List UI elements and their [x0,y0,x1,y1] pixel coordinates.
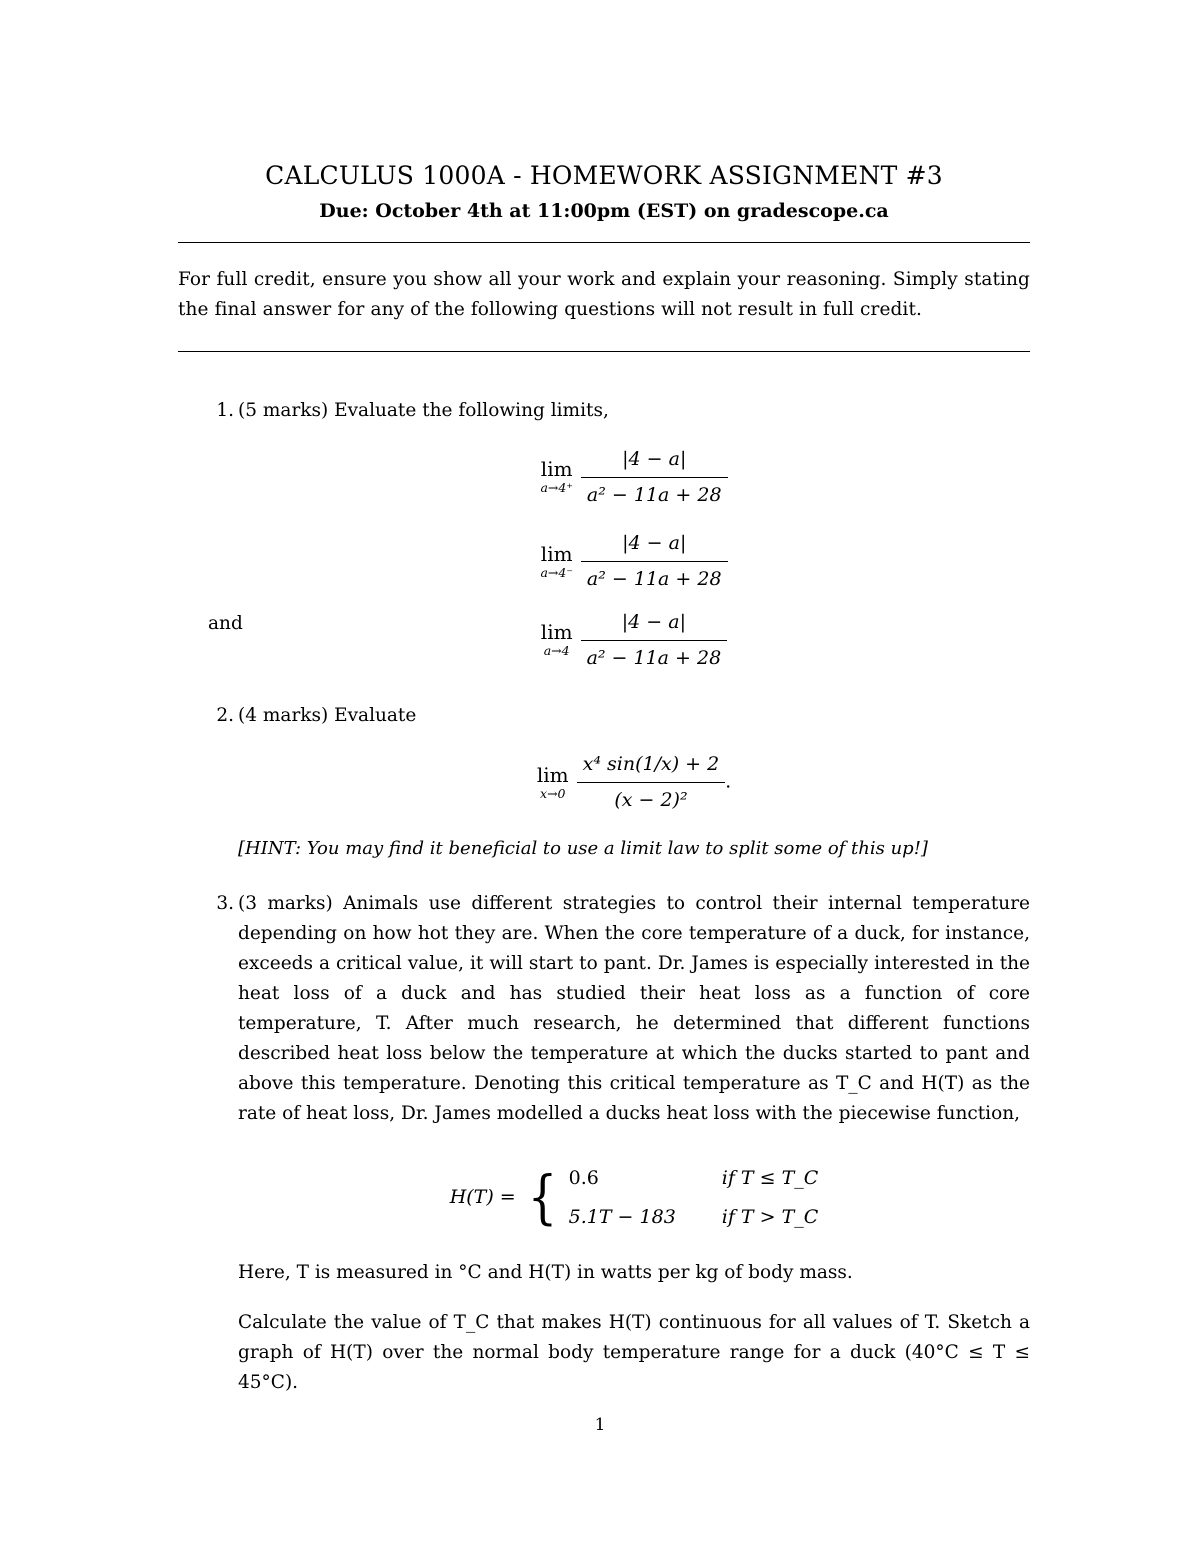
limit-op-label: lim [540,541,573,566]
limit-op-label: lim [540,620,573,645]
fraction [581,528,728,595]
fraction [581,444,728,511]
piecewise-lhs: H(T) = [449,1186,516,1209]
limit-expression-1a [238,444,1030,511]
intro-divider [178,351,1030,352]
fraction-numerator: x⁴ sin(1/x) + 2 [577,749,726,783]
document-content [178,160,1030,1420]
fraction-denominator: (x − 2)² [614,789,688,812]
limit-operator [536,762,569,801]
limit-expression-1b [238,528,1030,595]
fraction-denominator: a² − 11a + 28 [586,483,722,506]
problem-text-1: (5 marks) Evaluate the following limits, [238,399,609,421]
problem-item-2 [178,701,1030,863]
limit-sub-label: a→4 [543,643,570,659]
problem-3-note: Here, T is measured in °C and H(T) in watts per kg of body mass. [238,1262,853,1284]
trailing-punctuation: . [725,771,732,793]
limit-op-label: lim [536,762,569,787]
problem-text-3: (3 marks) Animals use different strategies to control their internal temperature depending on how hot they are. When the core temperature of a duck, for instance, exceeds a critical value, it will start to pant. Dr. James is especially interested in the heat loss of a duck and has studied their heat loss as a function of core temperature, T. After much research, he determined that different functions described heat loss below the temperature at which the ducks started to pant and above this temperature. Denoting this critical temperature as T_C and H(T) as the rate of heat loss, Dr. James modelled a ducks heat loss with the piecewise function, [238,893,1030,1124]
fraction-numerator: |4 − a| [581,444,728,478]
piecewise-expression: 0.6 [568,1166,599,1189]
fraction-numerator: |4 − a| [581,607,728,641]
fraction-denominator: a² − 11a + 28 [586,568,722,591]
limit-sub-label: a→4⁻ [540,564,573,580]
document-subtitle: Due: October 4th at 11:00pm (EST) on gradescope.ca [319,200,889,223]
problem-item-1 [178,396,1030,674]
page-number: 1 [594,1415,606,1435]
limit-expression-1c [238,607,1030,674]
piecewise-row [569,1198,819,1237]
limit-op-label: lim [540,457,573,482]
fraction [581,607,728,674]
fraction-denominator: a² − 11a + 28 [586,646,722,669]
problem-number-2: 2. [216,705,234,727]
piecewise-row [569,1159,819,1198]
piecewise-condition: if T ≤ T_C [721,1166,819,1189]
piecewise-expression: 5.1T − 183 [568,1205,676,1228]
limit-sub-label: a→4⁺ [540,480,573,496]
left-brace-icon: { [527,1162,557,1231]
and-label: and [208,612,243,634]
problem-number-1: 1. [216,399,234,421]
fraction [577,749,726,816]
problem-list [178,396,1030,1398]
piecewise-condition: if T > T_C [721,1205,819,1228]
problem-3-task: Calculate the value of T_C that makes H(T) continuous for all values of T. Sketch a graph of H(T) over the normal body temperature range for a duck (40°C ≤ T ≤ 45°C). [238,1312,1030,1394]
document-title: CALCULUS 1000A - HOMEWORK ASSIGNMENT #3 [265,161,943,190]
hint-text: [HINT: You may find it beneficial to use a limit law to split some of this up!] [238,837,928,859]
problem-item-3 [178,889,1030,1398]
intro-paragraph: For full credit, ensure you show all your work and explain your reasoning. Simply stating the final answer for any of the following questions will not result in full credit. [178,268,1030,320]
limit-operator [540,541,573,580]
limit-operator [541,622,573,658]
piecewise-function [238,1159,1030,1237]
problem-number-3: 3. [216,893,234,915]
problem-text-2: (4 marks) Evaluate [238,705,417,727]
fraction-numerator: |4 − a| [581,528,728,562]
header-divider [178,242,1030,243]
limit-operator [540,459,572,495]
piecewise-rows [569,1159,819,1237]
limit-expression-2 [238,749,1030,816]
limit-sub-label: x→0 [540,785,566,801]
